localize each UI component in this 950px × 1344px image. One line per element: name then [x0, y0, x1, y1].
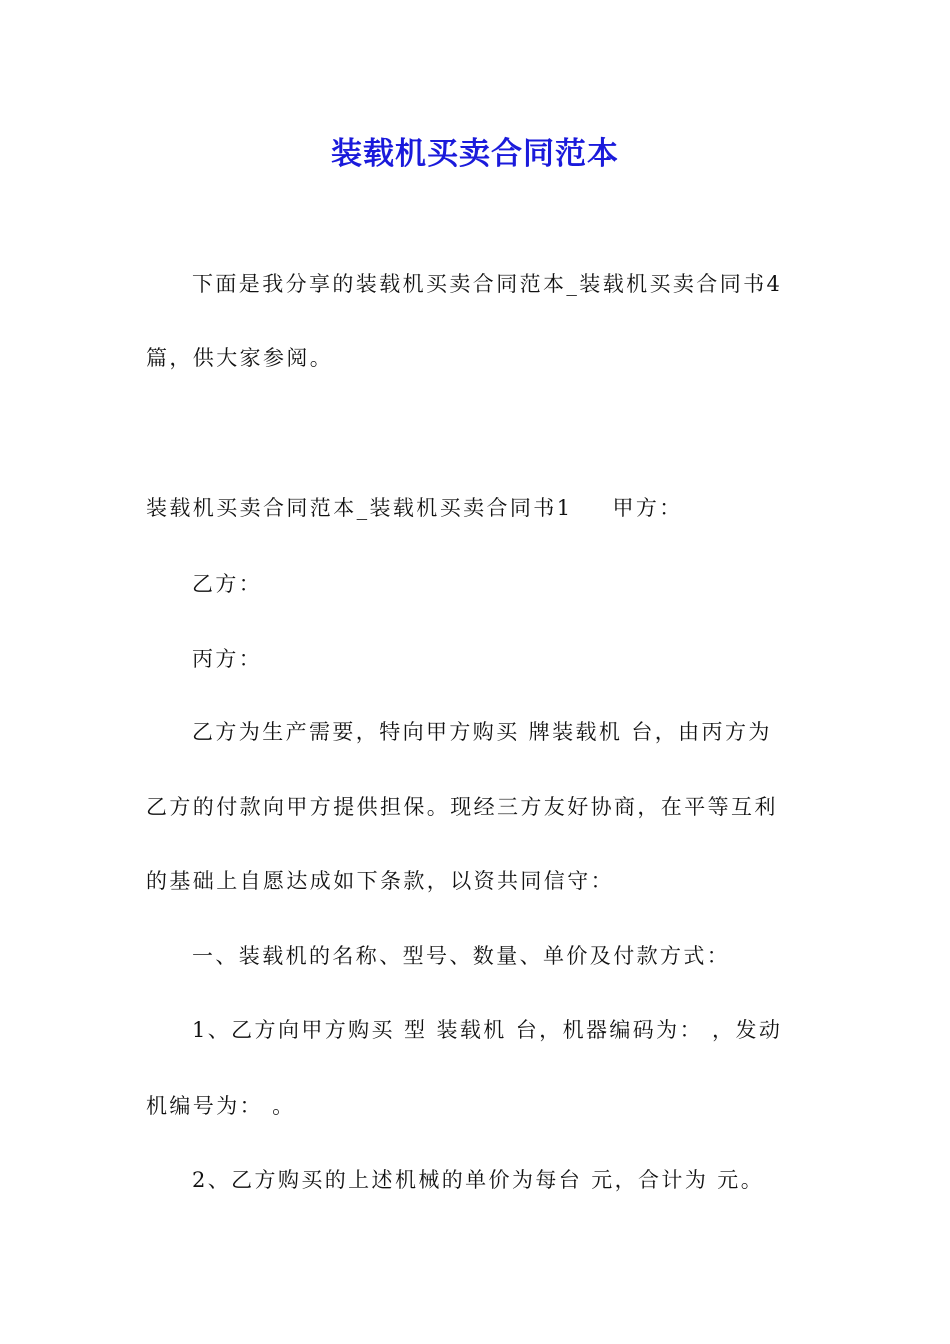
clause-1-heading: 一、装载机的名称、型号、数量、单价及付款方式： — [192, 944, 731, 968]
section-heading: 装载机买卖合同范本_装载机买卖合同书1 — [146, 496, 573, 520]
party-a-label: 甲方： — [612, 496, 683, 520]
clause-1-item-1-line-2: 机编号为： 。 — [146, 1094, 296, 1118]
clause-1-item-1-line-1: 1、乙方向甲方购买 型 装载机 台，机器编码为： ，发动 — [192, 1018, 783, 1042]
party-c-label: 丙方： — [192, 647, 263, 671]
clause-1-item-2: 2、乙方购买的上述机械的单价为每台 元，合计为 元。 — [192, 1168, 765, 1192]
intro-line-1: 下面是我分享的装载机买卖合同范本_装载机买卖合同书4 — [192, 272, 783, 296]
document-title: 装载机买卖合同范本 — [331, 136, 619, 172]
paragraph-1-line-3: 的基础上自愿达成如下条款，以资共同信守： — [146, 869, 614, 893]
intro-line-2: 篇，供大家参阅。 — [146, 346, 334, 370]
paragraph-1-line-1: 乙方为生产需要，特向甲方购买 牌装载机 台，由丙方为 — [192, 720, 772, 744]
party-b-label: 乙方： — [192, 572, 263, 596]
paragraph-1-line-2: 乙方的付款向甲方提供担保。现经三方友好协商，在平等互利 — [146, 795, 778, 819]
section-heading-row — [146, 494, 683, 522]
